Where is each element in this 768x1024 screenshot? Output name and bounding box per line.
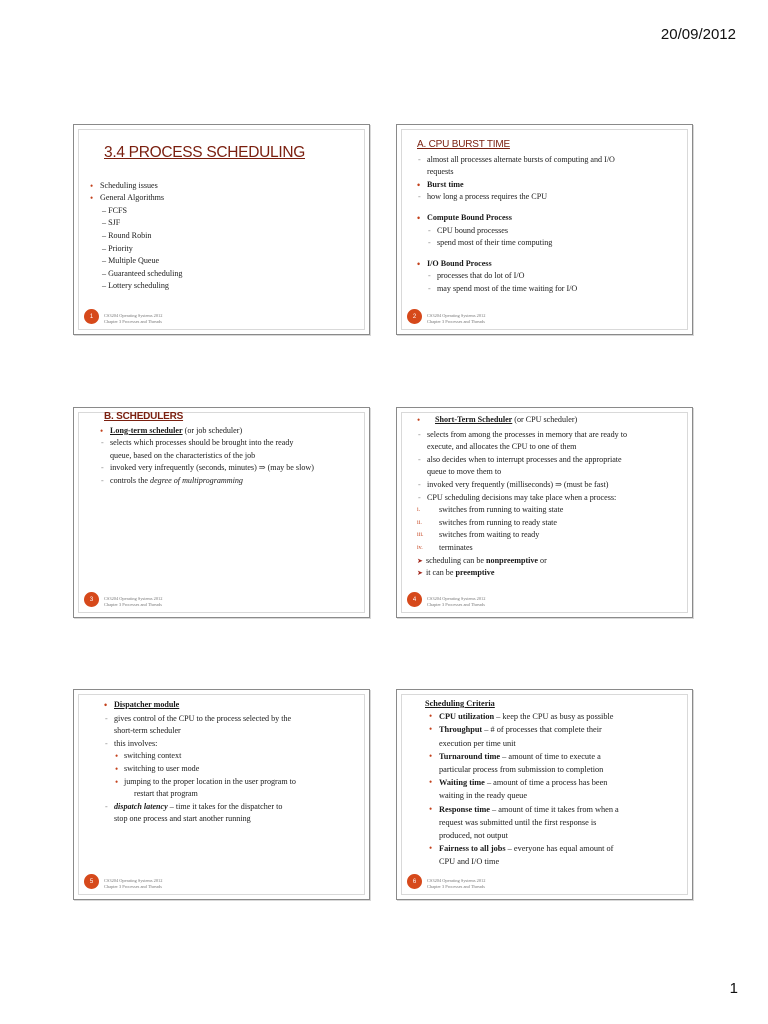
dash-item: - invoked very frequently (milliseconds) ⇒ (must be fast) [417,479,682,492]
slide-3 [73,407,370,618]
definition-continued: produced, not output [439,831,508,841]
case-item [417,529,682,542]
step-item: • switching context [104,750,359,763]
definition: – amount of time a process has been [484,778,608,788]
definition: – everyone has equal amount of [505,844,614,854]
slide-title: A. CPU BURST TIME [417,139,510,150]
dash-item: - this involves: [104,738,359,751]
criterion-item [429,723,682,736]
text: or [538,555,547,565]
slide-content [417,139,682,296]
term: CPU utilization [439,712,495,722]
definition: – keep the CPU as busy as possible [494,712,614,722]
criterion-item [429,842,682,855]
step-item-continued: restart that program [134,789,198,799]
case-number: iii. [417,532,424,539]
algorithm-item: – Round Robin [102,230,152,240]
slide-footer [427,878,485,890]
case-number: iv. [417,544,423,551]
text: scheduling can be [426,555,487,565]
footer-chapter: Chapter 3 Processes and Threads [104,602,162,607]
dash-item: - CPU bound processes [417,225,682,238]
case-item [417,517,682,530]
slide-title: B. SCHEDULERS [104,411,184,422]
step-item: • switching to user mode [104,763,359,776]
slide-footer [104,878,162,890]
definition: – amount of time to execute a [500,751,601,761]
slide-footer [427,313,485,325]
bullet-item: • General Algorithms [90,192,359,205]
algorithm-item: – FCFS [102,205,127,215]
definition-continued: waiting in the ready queue [439,791,528,801]
dash-item-continued: queue, based on the characteristics of the job [110,450,256,460]
footer-chapter: Chapter 3 Processes and Threads [427,602,485,607]
dash-item-continued: stop one process and start another running [114,814,251,824]
dash-item: - gives control of the CPU to the process selected by the [104,713,359,726]
footer-course: CS3204 Operating Systems 2012 [427,596,486,601]
algorithm-item: – SJF [102,218,121,228]
bullet-item: • Scheduling issues [90,180,359,193]
footer-course: CS3204 Operating Systems 2012 [104,596,163,601]
slide-footer [104,596,162,608]
footer-chapter: Chapter 3 Processes and Threads [104,319,162,324]
footer-chapter: Chapter 3 Processes and Threads [104,884,162,889]
term: Throughput [439,725,483,735]
case-item [417,542,682,555]
term: Fairness to all jobs [439,844,506,854]
footer-course: CS3204 Operating Systems 2012 [427,313,486,318]
page-number: 1 [729,980,738,997]
term-nonpreemptive: nonpreemptive [486,555,539,565]
slide-content [104,699,359,826]
slide-number-badge: 3 [84,592,99,607]
slide-content [90,137,359,293]
definition-continued: CPU and I/O time [439,857,500,867]
slide-5 [73,689,370,900]
dash-item: - how long a process requires the CPU [417,191,682,204]
slide-footer [427,596,485,608]
footer-chapter: Chapter 3 Processes and Threads [427,884,485,889]
term-note: (or job scheduler) [182,425,243,435]
term-long-term [100,425,359,438]
slide-number-badge: 1 [84,309,99,324]
criterion-item [429,803,682,816]
dash-item: - processes that do lot of I/O [417,270,682,283]
term-burst-time: • Burst time [417,179,682,192]
case-text: terminates [439,542,473,552]
term-note: (or CPU scheduler) [512,415,578,424]
term-compute-bound: • Compute Bound Process [417,212,682,225]
footer-course: CS3204 Operating Systems 2012 [427,878,486,883]
term-label: Long-term scheduler [110,425,183,435]
dash-item: - may spend most of the time waiting for I/O [417,283,682,296]
definition-continued: execution per time unit [439,738,516,748]
dash-item: - CPU scheduling decisions may take place when a process: [417,492,682,505]
slide-4 [396,407,693,618]
dash-item-continued: queue to move them to [427,467,502,477]
algorithm-item: – Guaranteed scheduling [102,268,183,278]
dash-item: - invoked very infrequently (seconds, minutes) ⇒ (may be slow) [100,462,359,475]
text: it can be [426,568,456,578]
slide-1 [73,124,370,335]
slide-content [417,414,682,580]
step-item: • jumping to the proper location in the user program to [104,776,359,789]
dash-item [104,801,359,814]
criterion-item [429,776,682,789]
term-dispatcher-module: • Dispatcher module [104,699,359,712]
slide-number-badge: 4 [407,592,422,607]
term-label: Short-Term Scheduler [435,415,513,424]
slide-footer [104,313,162,325]
case-text: switches from running to waiting state [439,505,564,515]
slide-number-badge: 2 [407,309,422,324]
slide-number-badge: 6 [407,874,422,889]
slide-number-badge: 5 [84,874,99,889]
term-io-bound: • I/O Bound Process [417,258,682,271]
definition-continued: particular process from submission to completion [439,765,604,775]
case-number: i. [417,507,421,514]
definition: – # of processes that complete their [482,725,602,735]
criterion-item [429,710,682,723]
slide-title: Scheduling Criteria [425,699,495,708]
dash-item: - selects which processes should be brought into the ready [100,437,359,450]
term: Waiting time [439,778,485,788]
case-number: ii. [417,519,422,526]
emphasis: degree of multiprogramming [150,475,243,485]
criterion-item [429,750,682,763]
algorithm-item: – Multiple Queue [102,256,160,266]
algorithm-item: – Priority [102,243,133,253]
definition-continued: request was submitted until the first response is [439,817,597,827]
case-text: switches from running to ready state [439,517,558,527]
slide-2 [396,124,693,335]
dash-item: - also decides when to interrupt processes and the appropriate [417,454,682,467]
dash-item [100,475,359,488]
footer-course: CS3204 Operating Systems 2012 [104,878,163,883]
term: Response time [439,804,490,814]
footer-chapter: Chapter 3 Processes and Threads [427,319,485,324]
footer-course: CS3204 Operating Systems 2012 [104,313,163,318]
dash-item-continued: requests [427,167,454,177]
dash-item: - almost all processes alternate bursts of computing and I/O [417,154,682,167]
case-text: switches from waiting to ready [439,530,540,540]
term: Turnaround time [439,751,501,761]
term-short-term [417,414,682,427]
slide-content [100,411,359,488]
dash-item: - spend most of their time computing [417,237,682,250]
slide-title: 3.4 PROCESS SCHEDULING [104,144,305,161]
preemptive-note [417,567,682,580]
nonpreemptive-note [417,555,682,568]
page-date: 20/09/2012 [660,26,736,43]
slide-content [425,697,682,869]
algorithm-item: – Lottery scheduling [102,281,169,291]
term-preemptive: preemptive [455,568,495,578]
text: – time it takes for the dispatcher to [167,801,283,811]
case-item [417,504,682,517]
dash-item: - selects from among the processes in memory that are ready to [417,429,682,442]
text: controls the [110,475,151,485]
dash-item-continued: short-term scheduler [114,726,181,736]
term-dispatch-latency: dispatch latency [114,801,168,811]
dash-item-continued: execute, and allocates the CPU to one of them [427,442,577,452]
definition: – amount of time it takes from when a [489,804,619,814]
slide-6 [396,689,693,900]
